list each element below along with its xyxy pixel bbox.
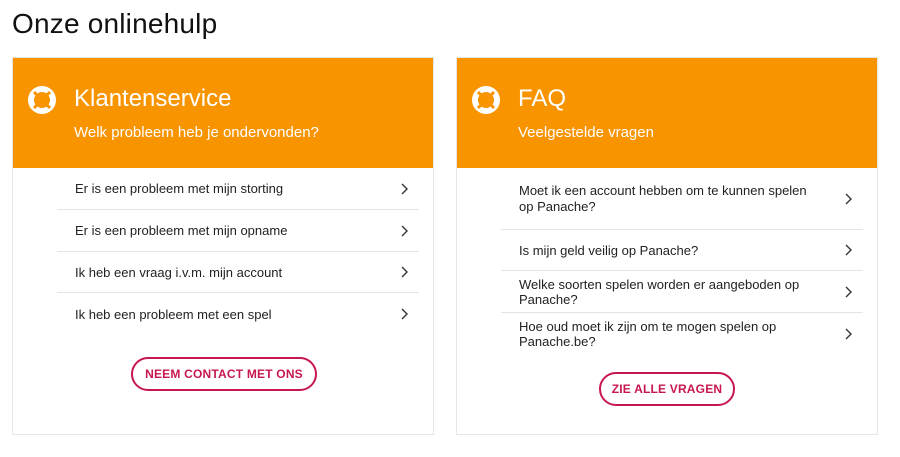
list-item-label: Welke soorten spelen worden er aangeboden op Panache?	[519, 276, 800, 307]
list-item[interactable]	[57, 293, 419, 335]
chevron-right-icon	[843, 286, 855, 298]
chevron-right-icon	[399, 225, 411, 237]
klantenservice-title: Klantenservice	[74, 85, 232, 112]
page-title: Onze onlinehulp	[12, 8, 218, 39]
all-questions-button[interactable]: ZIE ALLE VRAGEN	[599, 372, 735, 406]
list-item[interactable]	[57, 168, 419, 210]
klantenservice-subtitle: Welk probleem heb je ondervonden?	[74, 124, 319, 141]
chevron-right-icon	[843, 193, 855, 205]
chevron-right-icon	[399, 308, 411, 320]
lifebuoy-icon	[471, 85, 501, 115]
chevron-right-icon	[399, 183, 411, 195]
faq-list	[501, 168, 863, 354]
chevron-right-icon	[843, 328, 855, 340]
list-item[interactable]	[57, 252, 419, 293]
list-item-label: Hoe oud moet ik zijn om te mogen spelen op Panache.be?	[519, 318, 777, 349]
list-item[interactable]	[501, 313, 863, 354]
list-item-label: Er is een probleem met mijn storting	[75, 181, 284, 196]
faq-header	[457, 58, 877, 168]
klantenservice-list	[57, 168, 419, 335]
list-item[interactable]	[57, 210, 419, 252]
chevron-right-icon	[843, 244, 855, 256]
list-item-label: Er is een probleem met mijn opname	[75, 223, 288, 238]
list-item[interactable]	[501, 168, 863, 230]
list-item[interactable]	[501, 230, 863, 271]
list-item-label: Is mijn geld veilig op Panache?	[519, 242, 699, 258]
contact-button[interactable]: NEEM CONTACT MET ONS	[131, 357, 317, 391]
faq-card	[456, 57, 878, 435]
list-item-label: Ik heb een probleem met een spel	[75, 306, 272, 322]
faq-subtitle: Veelgestelde vragen	[518, 124, 654, 141]
list-item-label: Ik heb een vraag i.v.m. mijn account	[75, 264, 283, 280]
faq-title: FAQ	[518, 85, 567, 112]
list-item-label: Moet ik een account hebben om te kunnen spelen op Panache?	[519, 182, 807, 214]
klantenservice-header	[13, 58, 433, 168]
lifebuoy-icon	[27, 85, 57, 115]
list-item[interactable]	[501, 271, 863, 313]
klantenservice-card	[12, 57, 434, 435]
chevron-right-icon	[399, 266, 411, 278]
